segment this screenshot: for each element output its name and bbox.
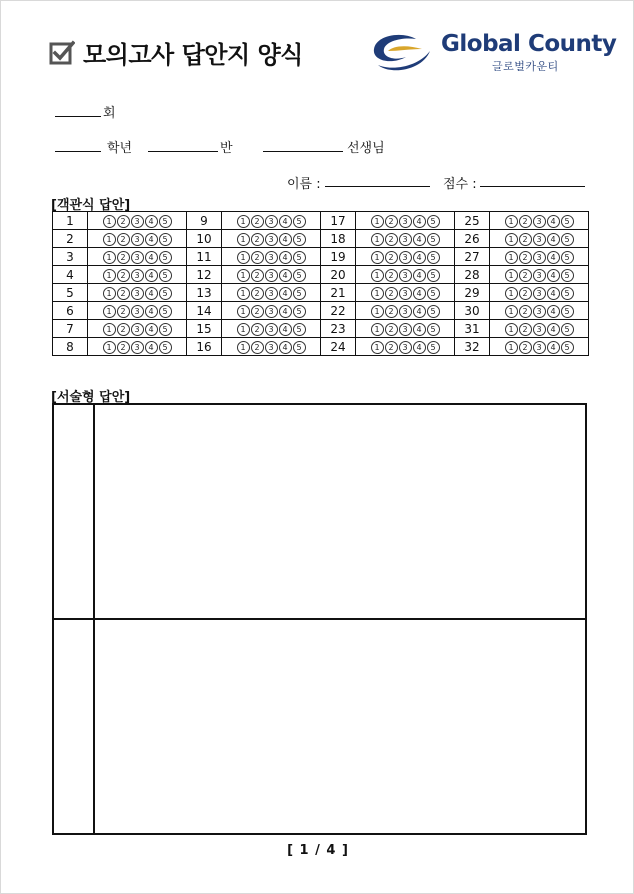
choice-bubble-5[interactable]: 5 bbox=[561, 287, 574, 300]
choice-bubble-2[interactable]: 2 bbox=[117, 215, 130, 228]
choice-bubble-1[interactable]: 1 bbox=[237, 341, 250, 354]
choice-bubble-2[interactable]: 2 bbox=[117, 251, 130, 264]
choice-bubble-3[interactable]: 3 bbox=[131, 233, 144, 246]
choice-bubble-2[interactable]: 2 bbox=[385, 269, 398, 282]
question-number: 23 bbox=[321, 320, 356, 338]
choice-bubble-1[interactable]: 1 bbox=[371, 269, 384, 282]
score-blank[interactable] bbox=[480, 186, 585, 187]
choice-bubble-1[interactable]: 1 bbox=[237, 323, 250, 336]
choice-bubble-2[interactable]: 2 bbox=[251, 269, 264, 282]
answer-choices bbox=[88, 266, 187, 284]
answer-choices bbox=[490, 338, 589, 356]
choice-bubble-5[interactable]: 5 bbox=[159, 287, 172, 300]
choice-bubble-3[interactable]: 3 bbox=[265, 341, 278, 354]
choice-bubble-4[interactable]: 4 bbox=[279, 305, 292, 318]
choice-bubble-2[interactable]: 2 bbox=[117, 233, 130, 246]
choice-bubble-4[interactable]: 4 bbox=[413, 251, 426, 264]
choice-bubble-1[interactable]: 1 bbox=[237, 251, 250, 264]
question-number: 30 bbox=[455, 302, 490, 320]
choice-bubble-5[interactable]: 5 bbox=[293, 341, 306, 354]
choice-bubble-5[interactable]: 5 bbox=[561, 305, 574, 318]
choice-bubble-4[interactable]: 4 bbox=[547, 215, 560, 228]
essay-answer-box bbox=[52, 403, 587, 835]
question-number: 24 bbox=[321, 338, 356, 356]
choice-bubble-2[interactable]: 2 bbox=[385, 323, 398, 336]
question-number: 31 bbox=[455, 320, 490, 338]
choice-bubble-3[interactable]: 3 bbox=[533, 251, 546, 264]
mc-row bbox=[53, 338, 589, 356]
choice-bubble-4[interactable]: 4 bbox=[145, 251, 158, 264]
choice-bubble-4[interactable]: 4 bbox=[413, 287, 426, 300]
page-title-text: 모의고사 답안지 양식 bbox=[83, 41, 303, 69]
choice-bubble-4[interactable]: 4 bbox=[279, 233, 292, 246]
answer-choices bbox=[356, 302, 455, 320]
choice-bubble-2[interactable]: 2 bbox=[251, 341, 264, 354]
choice-bubble-4[interactable]: 4 bbox=[547, 305, 560, 318]
choice-bubble-2[interactable]: 2 bbox=[385, 251, 398, 264]
choice-bubble-4[interactable]: 4 bbox=[279, 269, 292, 282]
answer-choices bbox=[222, 248, 321, 266]
question-number: 9 bbox=[187, 212, 222, 230]
choice-bubble-4[interactable]: 4 bbox=[413, 341, 426, 354]
choice-bubble-1[interactable]: 1 bbox=[505, 251, 518, 264]
choice-bubble-2[interactable]: 2 bbox=[385, 287, 398, 300]
mc-row bbox=[53, 302, 589, 320]
choice-bubble-2[interactable]: 2 bbox=[117, 323, 130, 336]
question-number: 6 bbox=[53, 302, 88, 320]
choice-bubble-5[interactable]: 5 bbox=[159, 305, 172, 318]
choice-bubble-2[interactable]: 2 bbox=[519, 305, 532, 318]
question-number: 2 bbox=[53, 230, 88, 248]
page-title bbox=[49, 35, 303, 70]
question-number: 11 bbox=[187, 248, 222, 266]
choice-bubble-3[interactable]: 3 bbox=[399, 215, 412, 228]
question-number: 27 bbox=[455, 248, 490, 266]
class-blank[interactable] bbox=[148, 151, 218, 152]
page-indicator: [ 1 / 4 ] bbox=[287, 843, 349, 858]
choice-bubble-3[interactable]: 3 bbox=[399, 341, 412, 354]
choice-bubble-5[interactable]: 5 bbox=[427, 269, 440, 282]
question-number: 21 bbox=[321, 284, 356, 302]
choice-bubble-1[interactable]: 1 bbox=[237, 269, 250, 282]
choice-bubble-4[interactable]: 4 bbox=[413, 323, 426, 336]
choice-bubble-4[interactable]: 4 bbox=[279, 287, 292, 300]
choice-bubble-1[interactable]: 1 bbox=[237, 287, 250, 300]
grade-blank[interactable] bbox=[55, 151, 101, 152]
choice-bubble-2[interactable]: 2 bbox=[251, 287, 264, 300]
choice-bubble-1[interactable]: 1 bbox=[505, 305, 518, 318]
choice-bubble-3[interactable]: 3 bbox=[265, 305, 278, 318]
choice-bubble-4[interactable]: 4 bbox=[413, 269, 426, 282]
answer-choices bbox=[222, 230, 321, 248]
choice-bubble-5[interactable]: 5 bbox=[159, 233, 172, 246]
answer-choices bbox=[356, 320, 455, 338]
logo-mark-icon bbox=[366, 31, 438, 75]
question-number: 3 bbox=[53, 248, 88, 266]
choice-bubble-5[interactable]: 5 bbox=[293, 269, 306, 282]
choice-bubble-4[interactable]: 4 bbox=[547, 233, 560, 246]
score-label: 점수 : bbox=[443, 177, 477, 192]
logo bbox=[366, 31, 617, 75]
teacher-label: 선생님 bbox=[347, 141, 385, 156]
choice-bubble-5[interactable]: 5 bbox=[427, 287, 440, 300]
choice-bubble-2[interactable]: 2 bbox=[117, 305, 130, 318]
round-label: 회 bbox=[103, 106, 116, 121]
choice-bubble-3[interactable]: 3 bbox=[399, 233, 412, 246]
choice-bubble-3[interactable]: 3 bbox=[533, 215, 546, 228]
choice-bubble-3[interactable]: 3 bbox=[131, 215, 144, 228]
choice-bubble-5[interactable]: 5 bbox=[561, 251, 574, 264]
question-number: 28 bbox=[455, 266, 490, 284]
answer-choices bbox=[490, 248, 589, 266]
choice-bubble-3[interactable]: 3 bbox=[131, 287, 144, 300]
question-number: 8 bbox=[53, 338, 88, 356]
choice-bubble-3[interactable]: 3 bbox=[265, 287, 278, 300]
answer-choices bbox=[88, 212, 187, 230]
choice-bubble-2[interactable]: 2 bbox=[117, 269, 130, 282]
choice-bubble-5[interactable]: 5 bbox=[561, 233, 574, 246]
choice-bubble-3[interactable]: 3 bbox=[131, 305, 144, 318]
choice-bubble-1[interactable]: 1 bbox=[505, 287, 518, 300]
choice-bubble-5[interactable]: 5 bbox=[159, 269, 172, 282]
round-blank[interactable] bbox=[55, 116, 101, 117]
question-number: 4 bbox=[53, 266, 88, 284]
answer-choices bbox=[356, 266, 455, 284]
choice-bubble-5[interactable]: 5 bbox=[427, 305, 440, 318]
choice-bubble-1[interactable]: 1 bbox=[371, 305, 384, 318]
answer-choices bbox=[356, 284, 455, 302]
choice-bubble-3[interactable]: 3 bbox=[533, 233, 546, 246]
choice-bubble-2[interactable]: 2 bbox=[519, 251, 532, 264]
choice-bubble-3[interactable]: 3 bbox=[131, 269, 144, 282]
choice-bubble-1[interactable]: 1 bbox=[371, 233, 384, 246]
choice-bubble-5[interactable]: 5 bbox=[293, 215, 306, 228]
grade-label: 학년 bbox=[107, 141, 133, 156]
question-number: 12 bbox=[187, 266, 222, 284]
answer-choices bbox=[356, 248, 455, 266]
question-number: 20 bbox=[321, 266, 356, 284]
choice-bubble-3[interactable]: 3 bbox=[533, 305, 546, 318]
choice-bubble-5[interactable]: 5 bbox=[159, 323, 172, 336]
choice-bubble-4[interactable]: 4 bbox=[145, 323, 158, 336]
mc-section-label: [객관식 답안] bbox=[51, 198, 131, 213]
choice-bubble-3[interactable]: 3 bbox=[399, 323, 412, 336]
choice-bubble-3[interactable]: 3 bbox=[265, 233, 278, 246]
choice-bubble-1[interactable]: 1 bbox=[103, 233, 116, 246]
choice-bubble-4[interactable]: 4 bbox=[547, 251, 560, 264]
choice-bubble-1[interactable]: 1 bbox=[103, 215, 116, 228]
choice-bubble-5[interactable]: 5 bbox=[561, 341, 574, 354]
choice-bubble-5[interactable]: 5 bbox=[427, 251, 440, 264]
question-number: 19 bbox=[321, 248, 356, 266]
choice-bubble-1[interactable]: 1 bbox=[371, 287, 384, 300]
choice-bubble-4[interactable]: 4 bbox=[145, 341, 158, 354]
choice-bubble-5[interactable]: 5 bbox=[293, 251, 306, 264]
choice-bubble-5[interactable]: 5 bbox=[159, 251, 172, 264]
choice-bubble-5[interactable]: 5 bbox=[159, 341, 172, 354]
choice-bubble-4[interactable]: 4 bbox=[145, 233, 158, 246]
answer-choices bbox=[88, 230, 187, 248]
question-number: 7 bbox=[53, 320, 88, 338]
question-number: 16 bbox=[187, 338, 222, 356]
choice-bubble-2[interactable]: 2 bbox=[251, 305, 264, 318]
checkbox-checked-icon bbox=[49, 40, 75, 66]
choice-bubble-1[interactable]: 1 bbox=[103, 323, 116, 336]
choice-bubble-5[interactable]: 5 bbox=[561, 269, 574, 282]
choice-bubble-3[interactable]: 3 bbox=[533, 269, 546, 282]
question-number: 14 bbox=[187, 302, 222, 320]
choice-bubble-3[interactable]: 3 bbox=[399, 251, 412, 264]
name-label: 이름 : bbox=[287, 177, 321, 192]
mc-answer-table bbox=[52, 211, 589, 356]
question-number: 32 bbox=[455, 338, 490, 356]
choice-bubble-3[interactable]: 3 bbox=[265, 323, 278, 336]
question-number: 17 bbox=[321, 212, 356, 230]
choice-bubble-1[interactable]: 1 bbox=[505, 215, 518, 228]
choice-bubble-1[interactable]: 1 bbox=[103, 305, 116, 318]
choice-bubble-5[interactable]: 5 bbox=[427, 233, 440, 246]
answer-choices bbox=[88, 338, 187, 356]
choice-bubble-1[interactable]: 1 bbox=[505, 323, 518, 336]
choice-bubble-1[interactable]: 1 bbox=[237, 215, 250, 228]
choice-bubble-3[interactable]: 3 bbox=[131, 251, 144, 264]
choice-bubble-5[interactable]: 5 bbox=[293, 233, 306, 246]
choice-bubble-1[interactable]: 1 bbox=[237, 233, 250, 246]
answer-choices bbox=[222, 284, 321, 302]
choice-bubble-3[interactable]: 3 bbox=[399, 269, 412, 282]
choice-bubble-2[interactable]: 2 bbox=[385, 233, 398, 246]
choice-bubble-2[interactable]: 2 bbox=[251, 251, 264, 264]
choice-bubble-1[interactable]: 1 bbox=[103, 287, 116, 300]
question-number: 15 bbox=[187, 320, 222, 338]
choice-bubble-2[interactable]: 2 bbox=[519, 269, 532, 282]
answer-choices bbox=[88, 320, 187, 338]
essay-row-divider bbox=[54, 618, 585, 620]
choice-bubble-4[interactable]: 4 bbox=[145, 305, 158, 318]
choice-bubble-4[interactable]: 4 bbox=[413, 305, 426, 318]
choice-bubble-1[interactable]: 1 bbox=[371, 251, 384, 264]
choice-bubble-5[interactable]: 5 bbox=[293, 305, 306, 318]
question-number: 5 bbox=[53, 284, 88, 302]
choice-bubble-2[interactable]: 2 bbox=[519, 215, 532, 228]
question-number: 18 bbox=[321, 230, 356, 248]
choice-bubble-5[interactable]: 5 bbox=[561, 323, 574, 336]
choice-bubble-4[interactable]: 4 bbox=[413, 233, 426, 246]
answer-choices bbox=[356, 212, 455, 230]
question-number: 13 bbox=[187, 284, 222, 302]
choice-bubble-2[interactable]: 2 bbox=[251, 233, 264, 246]
choice-bubble-5[interactable]: 5 bbox=[293, 287, 306, 300]
answer-choices bbox=[356, 338, 455, 356]
choice-bubble-3[interactable]: 3 bbox=[533, 341, 546, 354]
choice-bubble-4[interactable]: 4 bbox=[413, 215, 426, 228]
answer-choices bbox=[222, 266, 321, 284]
answer-choices bbox=[222, 338, 321, 356]
question-number: 26 bbox=[455, 230, 490, 248]
mc-row bbox=[53, 266, 589, 284]
answer-choices bbox=[88, 302, 187, 320]
answer-choices bbox=[222, 302, 321, 320]
answer-choices bbox=[490, 266, 589, 284]
choice-bubble-4[interactable]: 4 bbox=[547, 269, 560, 282]
answer-choices bbox=[88, 248, 187, 266]
mc-row bbox=[53, 320, 589, 338]
choice-bubble-2[interactable]: 2 bbox=[117, 341, 130, 354]
answer-choices bbox=[356, 230, 455, 248]
choice-bubble-4[interactable]: 4 bbox=[145, 269, 158, 282]
choice-bubble-1[interactable]: 1 bbox=[371, 215, 384, 228]
choice-bubble-2[interactable]: 2 bbox=[519, 233, 532, 246]
choice-bubble-5[interactable]: 5 bbox=[561, 215, 574, 228]
choice-bubble-4[interactable]: 4 bbox=[547, 287, 560, 300]
choice-bubble-1[interactable]: 1 bbox=[237, 305, 250, 318]
name-blank[interactable] bbox=[325, 186, 430, 187]
question-number: 22 bbox=[321, 302, 356, 320]
choice-bubble-2[interactable]: 2 bbox=[251, 323, 264, 336]
choice-bubble-3[interactable]: 3 bbox=[399, 305, 412, 318]
choice-bubble-3[interactable]: 3 bbox=[131, 341, 144, 354]
answer-choices bbox=[490, 284, 589, 302]
choice-bubble-1[interactable]: 1 bbox=[371, 341, 384, 354]
choice-bubble-3[interactable]: 3 bbox=[265, 251, 278, 264]
mc-row bbox=[53, 248, 589, 266]
choice-bubble-2[interactable]: 2 bbox=[519, 323, 532, 336]
answer-choices bbox=[490, 230, 589, 248]
choice-bubble-5[interactable]: 5 bbox=[427, 341, 440, 354]
choice-bubble-2[interactable]: 2 bbox=[385, 305, 398, 318]
choice-bubble-4[interactable]: 4 bbox=[279, 341, 292, 354]
teacher-blank[interactable] bbox=[263, 151, 343, 152]
answer-choices bbox=[222, 212, 321, 230]
answer-choices bbox=[490, 302, 589, 320]
choice-bubble-4[interactable]: 4 bbox=[279, 323, 292, 336]
choice-bubble-3[interactable]: 3 bbox=[265, 269, 278, 282]
class-label: 반 bbox=[220, 141, 233, 156]
choice-bubble-4[interactable]: 4 bbox=[279, 251, 292, 264]
choice-bubble-3[interactable]: 3 bbox=[131, 323, 144, 336]
choice-bubble-1[interactable]: 1 bbox=[371, 323, 384, 336]
choice-bubble-3[interactable]: 3 bbox=[265, 215, 278, 228]
mc-row bbox=[53, 230, 589, 248]
answer-choices bbox=[88, 284, 187, 302]
choice-bubble-2[interactable]: 2 bbox=[519, 287, 532, 300]
choice-bubble-2[interactable]: 2 bbox=[519, 341, 532, 354]
question-number: 1 bbox=[53, 212, 88, 230]
choice-bubble-2[interactable]: 2 bbox=[385, 341, 398, 354]
choice-bubble-1[interactable]: 1 bbox=[103, 341, 116, 354]
choice-bubble-4[interactable]: 4 bbox=[145, 287, 158, 300]
choice-bubble-2[interactable]: 2 bbox=[251, 215, 264, 228]
choice-bubble-4[interactable]: 4 bbox=[547, 341, 560, 354]
choice-bubble-2[interactable]: 2 bbox=[117, 287, 130, 300]
choice-bubble-1[interactable]: 1 bbox=[103, 251, 116, 264]
logo-name: Global County bbox=[441, 31, 617, 57]
choice-bubble-5[interactable]: 5 bbox=[427, 215, 440, 228]
answer-choices bbox=[490, 320, 589, 338]
mc-row bbox=[53, 212, 589, 230]
choice-bubble-1[interactable]: 1 bbox=[505, 341, 518, 354]
answer-choices bbox=[222, 320, 321, 338]
choice-bubble-4[interactable]: 4 bbox=[279, 215, 292, 228]
choice-bubble-5[interactable]: 5 bbox=[159, 215, 172, 228]
choice-bubble-4[interactable]: 4 bbox=[145, 215, 158, 228]
question-number: 29 bbox=[455, 284, 490, 302]
choice-bubble-3[interactable]: 3 bbox=[533, 323, 546, 336]
question-number: 25 bbox=[455, 212, 490, 230]
choice-bubble-3[interactable]: 3 bbox=[533, 287, 546, 300]
choice-bubble-5[interactable]: 5 bbox=[293, 323, 306, 336]
answer-choices bbox=[490, 212, 589, 230]
choice-bubble-1[interactable]: 1 bbox=[505, 233, 518, 246]
logo-subtitle: 글로벌카운티 bbox=[492, 60, 559, 73]
choice-bubble-5[interactable]: 5 bbox=[427, 323, 440, 336]
choice-bubble-3[interactable]: 3 bbox=[399, 287, 412, 300]
mc-row bbox=[53, 284, 589, 302]
choice-bubble-4[interactable]: 4 bbox=[547, 323, 560, 336]
question-number: 10 bbox=[187, 230, 222, 248]
choice-bubble-1[interactable]: 1 bbox=[103, 269, 116, 282]
choice-bubble-2[interactable]: 2 bbox=[385, 215, 398, 228]
choice-bubble-1[interactable]: 1 bbox=[505, 269, 518, 282]
essay-section-label: [서술형 답안] bbox=[51, 390, 131, 405]
